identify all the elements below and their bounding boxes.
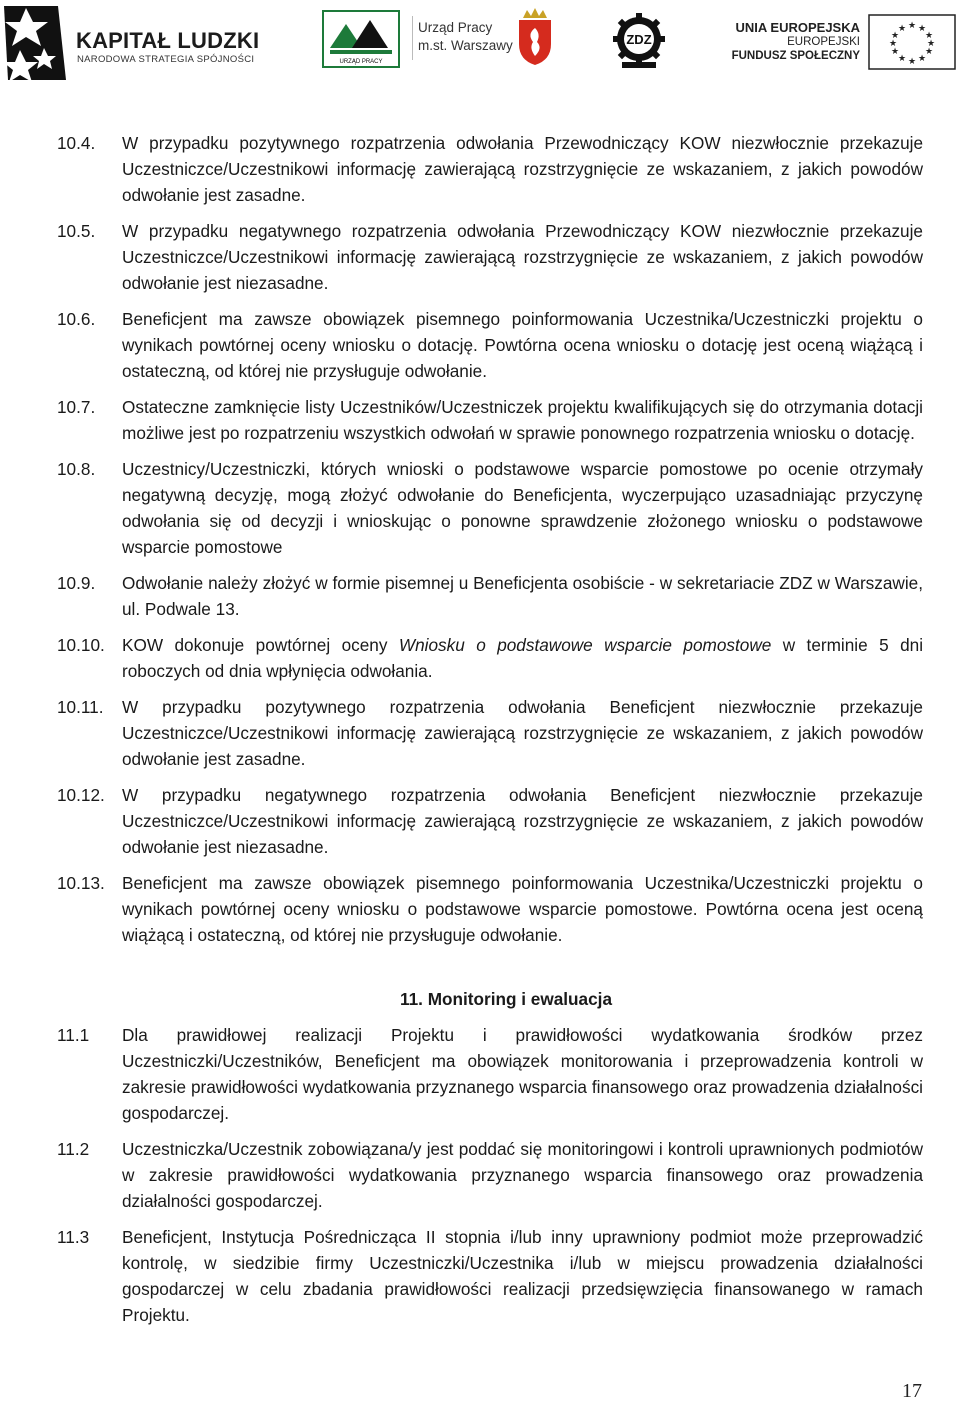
paragraph-10-10 xyxy=(57,632,923,684)
urzad-pracy-line2: m.st. Warszawy xyxy=(418,38,513,53)
paragraph-10-12 xyxy=(57,782,923,860)
urzad-pracy-logo-caption: URZĄD PRACY xyxy=(339,59,383,65)
svg-text:★: ★ xyxy=(907,57,917,67)
paragraph-number: 11.1 xyxy=(57,1025,90,1045)
paragraph-text: W przypadku pozytywnego rozpatrzenia odwołania Beneficjent niezwłocznie przekazuje Uczestniczce/Uczestnikowi informację zawierającą rozstrzygnięcie ze wskazaniem, z jakich powodów odwołanie jest zasadne. xyxy=(122,697,923,769)
logo-divider xyxy=(412,16,413,60)
svg-text:★: ★ xyxy=(926,39,936,49)
paragraph-11-1 xyxy=(57,1022,923,1126)
header-logo-bar xyxy=(0,0,960,85)
paragraph-number: 10.5. xyxy=(57,221,96,241)
svg-text:★: ★ xyxy=(897,54,907,64)
paragraph-text: Beneficjent ma zawsze obowiązek pisemnego poinformowania Uczestnika/Uczestniczki projektu o wynikach powtórnej oceny wniosku o podstawowe wsparcie pomostowe. Powtórna ocena jest oceną wiążącą i ostateczną, od której nie przysługuje odwołanie. xyxy=(122,873,923,945)
paragraph-number: 11.3 xyxy=(57,1227,90,1247)
paragraph-10-7 xyxy=(57,394,923,446)
paragraph-text: Beneficjent, Instytucja Pośrednicząca II stopnia i/lub inny uprawniony podmiot może przeprowadzić kontrolę, w siedzibie firmy Uczestniczki/Uczestnika i/lub w miejscu prowadzenia działalności gospodarczej w celu zbadania prawidłowości realizacji przedsięwzięcia finansowanego w ramach Projektu. xyxy=(122,1227,923,1325)
urzad-pracy-text-logo xyxy=(412,16,513,60)
paragraph-number: 10.11. xyxy=(57,697,104,717)
paragraph-number: 10.12. xyxy=(57,785,105,805)
paragraph-text xyxy=(122,632,923,684)
paragraph-11-2 xyxy=(57,1136,923,1214)
paragraph-number: 10.8. xyxy=(57,459,96,479)
paragraph-number: 10.9. xyxy=(57,573,96,593)
zdz-logo xyxy=(608,12,670,70)
svg-text:★: ★ xyxy=(917,54,927,64)
urzad-pracy-emblem-icon xyxy=(322,10,400,68)
paragraph-10-9 xyxy=(57,570,923,622)
urzad-pracy-emblem-logo xyxy=(322,10,400,68)
paragraph-text: W przypadku negatywnego rozpatrzenia odwołania Przewodniczący KOW niezwłocznie przekazuje Uczestniczce/Uczestnikowi informację zawierającą rozstrzygnięcie ze wskazaniem, z jakich powodów odwołanie jest niezasadne. xyxy=(122,221,923,293)
ue-efs-text xyxy=(731,20,860,66)
italic-document-title: Wniosku o podstawowe wsparcie pomostowe xyxy=(398,635,772,655)
svg-text:★: ★ xyxy=(917,24,927,34)
zdz-logo-text: ZDZ xyxy=(626,32,652,47)
paragraph-number: 11.2 xyxy=(57,1139,90,1159)
svg-text:★: ★ xyxy=(888,39,898,49)
paragraph-11-3 xyxy=(57,1224,923,1328)
paragraph-text: Uczestnicy/Uczestniczki, których wnioski o podstawowe wsparcie pomostowe po ocenie otrzymały negatywną decyzję, mogą złożyć odwołanie do Beneficjenta, wyczerpująco uzasadniając przyczynę odwołania się od decyzji i wnioskując o ponowne sprawdzenie złożonego wniosku o podstawowe wsparcie pomostowe xyxy=(122,459,923,557)
paragraph-10-13 xyxy=(57,870,923,948)
svg-text:★: ★ xyxy=(897,24,907,34)
warsaw-crest-icon xyxy=(515,8,555,66)
paragraph-number: 10.13. xyxy=(57,873,105,893)
paragraph-text: Dla prawidłowej realizacji Projektu i prawidłowości wydatkowania środków przez Uczestniczki/Uczestników, Beneficjent ma obowiązek monitorowania i przeprowadzenia kontroli w zakresie prawidłowości wydatkowania przyznanego wsparcia finansowego oraz prowadzenia działalności gospodarczej. xyxy=(122,1025,923,1123)
paragraph-number: 10.6. xyxy=(57,309,96,329)
kapital-ludzki-emblem-icon xyxy=(0,0,70,85)
paragraph-text: W przypadku negatywnego rozpatrzenia odwołania Beneficjent niezwłocznie przekazuje Uczestniczce/Uczestnikowi informację zawierającą rozstrzygnięcie ze wskazaniem, z jakich powodów odwołanie jest niezasadne. xyxy=(122,785,923,857)
kapital-ludzki-title: KAPITAŁ LUDZKI xyxy=(76,28,260,53)
ue-line2: EUROPEJSKI xyxy=(787,36,860,48)
paragraph-10-4 xyxy=(57,130,923,208)
paragraph-10-6 xyxy=(57,306,923,384)
document-body xyxy=(57,130,923,1338)
paragraph-number: 10.10. xyxy=(57,635,105,655)
kapital-ludzki-logo xyxy=(0,0,262,85)
paragraph-text: Uczestniczka/Uczestnik zobowiązana/y jest poddać się monitoringowi i kontroli uprawnionych podmiotów w zakresie prawidłowości wydatkowania przyznanego wsparcia finansowego oraz prowadzenia działalności gospodarczej. xyxy=(122,1139,923,1211)
ue-line1: UNIA EUROPEJSKA xyxy=(735,20,860,35)
paragraph-text: W przypadku pozytywnego rozpatrzenia odwołania Przewodniczący KOW niezwłocznie przekazuje Uczestniczce/Uczestnikowi informację zawierającą rozstrzygnięcie ze wskazaniem, z jakich powodów odwołanie jest zasadne. xyxy=(122,133,923,205)
paragraph-10-11 xyxy=(57,694,923,772)
paragraph-text: Ostateczne zamknięcie listy Uczestników/Uczestniczek projektu kwalifikujących się do otrzymania dotacji możliwe jest po rozpatrzeniu wszystkich odwołań w sprawie ponownego rozpatrzenia wniosku o dotację. xyxy=(122,397,923,443)
svg-text:★: ★ xyxy=(890,47,900,57)
svg-text:★: ★ xyxy=(890,31,900,41)
eu-flag-logo xyxy=(868,14,956,70)
warsaw-crest-logo xyxy=(515,8,555,66)
eu-flag-icon xyxy=(868,14,956,70)
paragraph-10-8 xyxy=(57,456,923,560)
ue-line3: FUNDUSZ SPOŁECZNY xyxy=(731,50,860,62)
paragraph-number: 10.4. xyxy=(57,133,96,153)
kapital-ludzki-subtitle: NARODOWA STRATEGIA SPÓJNOŚCI xyxy=(77,54,255,65)
paragraph-10-5 xyxy=(57,218,923,296)
paragraph-text: Odwołanie należy złożyć w formie pisemnej u Beneficjenta osobiście - w sekretariacie ZDZ w Warszawie, ul. Podwale 13. xyxy=(122,573,923,619)
paragraph-text: Beneficjent ma zawsze obowiązek pisemnego poinformowania Uczestnika/Uczestniczki projektu o wynikach powtórnej oceny wniosku o dotację. Powtórna ocena wniosku o dotację jest oceną wiążącą i ostateczną, od której nie przysługuje odwołanie. xyxy=(122,309,923,381)
svg-text:★: ★ xyxy=(924,31,934,41)
svg-text:★: ★ xyxy=(907,21,917,31)
page-number: 17 xyxy=(902,1380,922,1402)
zdz-gear-icon xyxy=(608,12,670,70)
section-heading: 11. Monitoring i ewaluacja xyxy=(399,989,613,1009)
urzad-pracy-line1: Urząd Pracy xyxy=(418,20,493,35)
text-segment: KOW dokonuje powtórnej oceny xyxy=(122,635,399,655)
text-segment: w terminie 5 dni roboczych od dnia wpłynięcia odwołania. xyxy=(122,635,924,681)
svg-text:★: ★ xyxy=(924,47,934,57)
paragraph-number: 10.7. xyxy=(57,397,96,417)
